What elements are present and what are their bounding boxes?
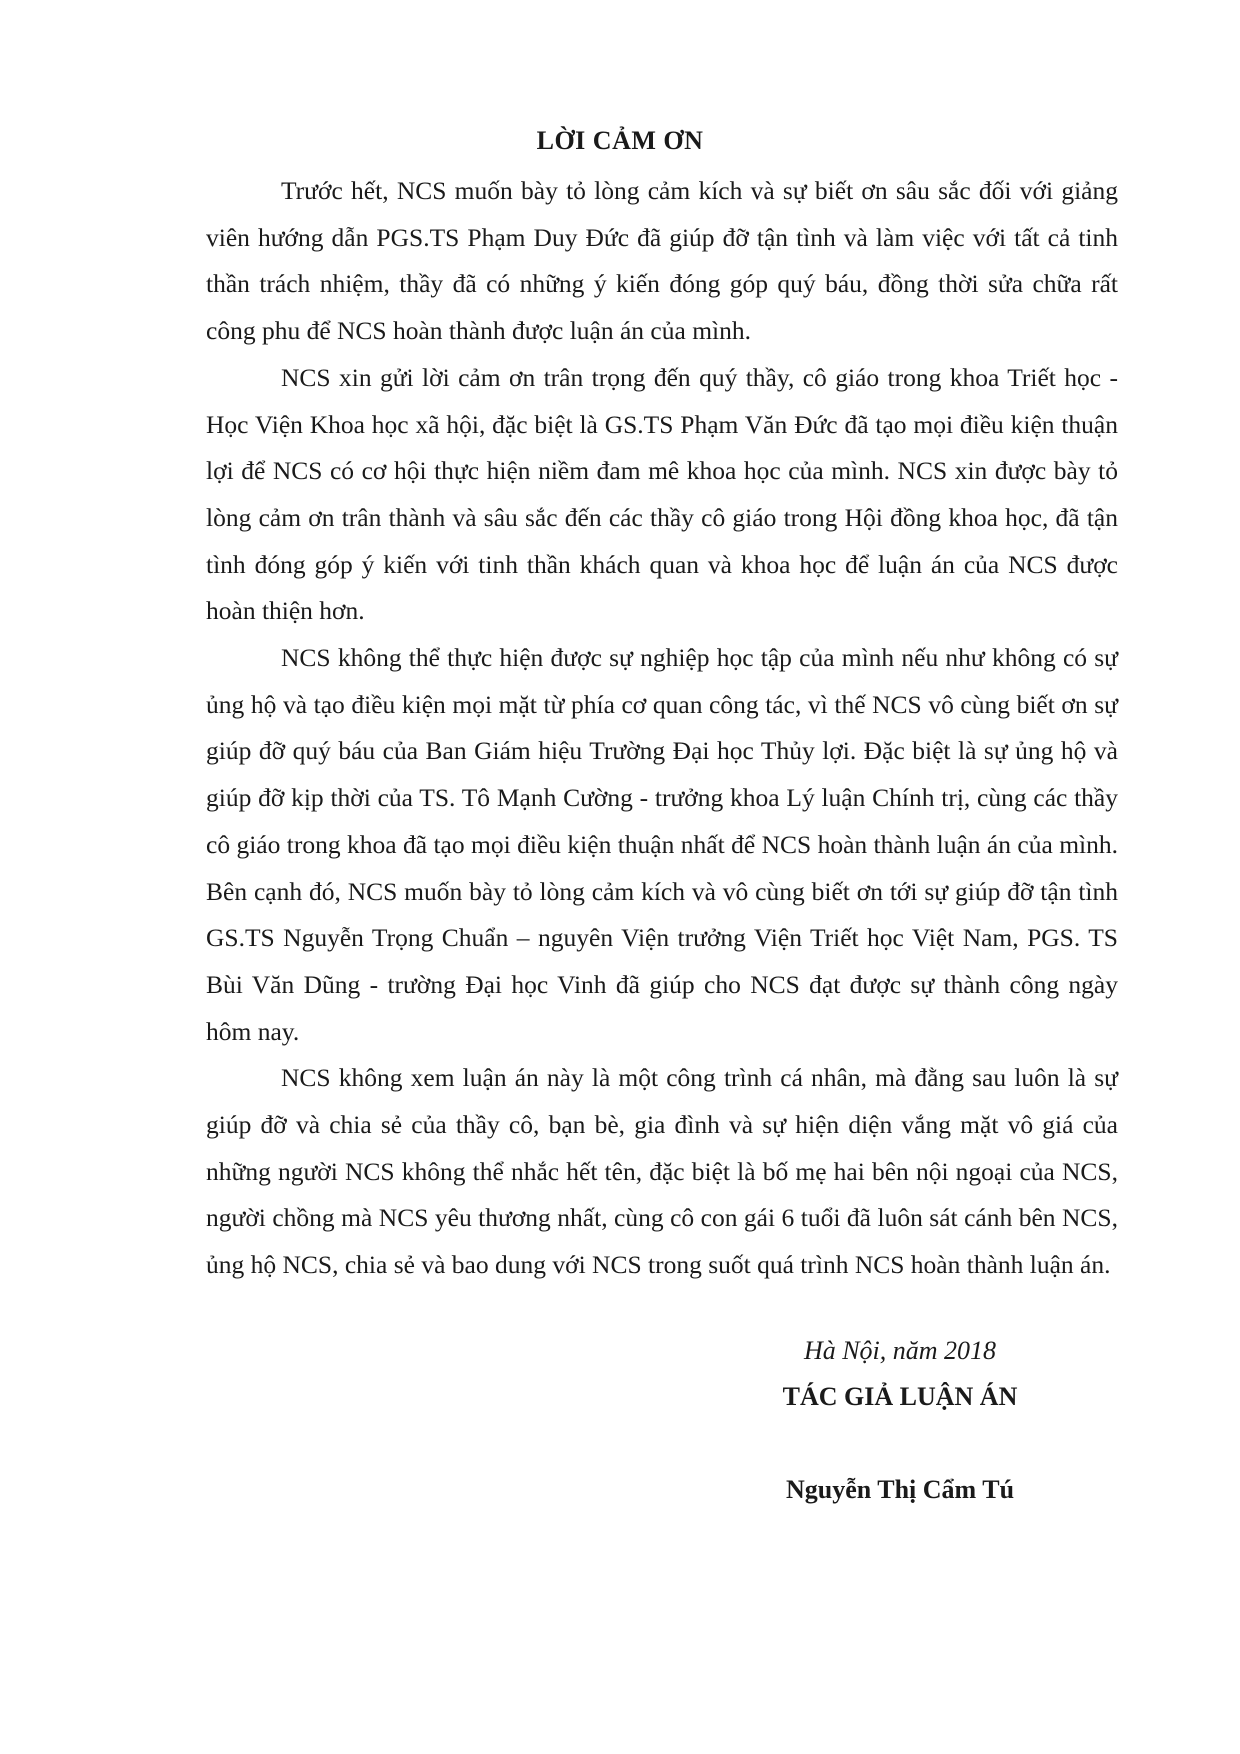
document-body	[206, 168, 1118, 1289]
paragraph-faculty-thanks: NCS xin gửi lời cảm ơn trân trọng đến quý thầy, cô giáo trong khoa Triết học - Học Viện Khoa học xã hội, đặc biệt là GS.TS Phạm Văn Đức đã tạo mọi điều kiện thuận lợi để NCS có cơ hội thực hiện niềm đam mê khoa học của mình. NCS xin được bày tỏ lòng cảm ơn trân thành và sâu sắc đến các thầy cô giáo trong Hội đồng khoa học, đã tận tình đóng góp ý kiến với tinh thần khách quan và khoa học để luận án của NCS được hoàn thiện hơn.	[206, 362, 1118, 626]
paragraph-institution-thanks: NCS không thể thực hiện được sự nghiệp học tập của mình nếu như không có sự ủng hộ và tạo điều kiện mọi mặt từ phía cơ quan công tác, vì thế NCS vô cùng biết ơn sự giúp đỡ quý báu của Ban Giám hiệu Trường Đại học Thủy lợi. Đặc biệt là sự ủng hộ và giúp đỡ kịp thời của TS. Tô Mạnh Cường - trưởng khoa Lý luận Chính trị, cùng các thầy cô giáo trong khoa đã tạo mọi điều kiện thuận nhất để NCS hoàn thành luận án của mình. Bên cạnh đó, NCS muốn bày tỏ lòng cảm kích và vô cùng biết ơn tới sự giúp đỡ tận tình GS.TS Nguyễn Trọng Chuẩn – nguyên Viện trưởng Viện Triết học Việt Nam, PGS. TS Bùi Văn Dũng - trường Đại học Vinh đã giúp cho NCS đạt được sự thành công ngày hôm nay.	[206, 643, 1118, 1046]
paragraph-family-thanks: NCS không xem luận án này là một công trình cá nhân, mà đằng sau luôn là sự giúp đỡ và chia sẻ của thầy cô, bạn bè, gia đình và sự hiện diện vắng mặt vô giá của những người NCS không thể nhắc hết tên, đặc biệt là bố mẹ hai bên nội ngoại của NCS, người chồng mà NCS yêu thương nhất, cùng cô con gái 6 tuổi đã luôn sát cánh bên NCS, ủng hộ NCS, chia sẻ và bao dung với NCS trong suốt quá trình NCS hoàn thành luận án.	[206, 1063, 1118, 1280]
paragraph-advisor-thanks: Trước hết, NCS muốn bày tỏ lòng cảm kích và sự biết ơn sâu sắc đối với giảng viên hướng dẫn PGS.TS Phạm Duy Đức đã giúp đỡ tận tình và làm việc với tất cả tinh thần trách nhiệm, thầy đã có những ý kiến đóng góp quý báu, đồng thời sửa chữa rất công phu để NCS hoàn thành được luận án của mình.	[206, 176, 1118, 346]
author-title: TÁC GIẢ LUẬN ÁN	[782, 1382, 1018, 1411]
signature-block	[700, 1328, 1100, 1513]
page-title: LỜI CẢM ƠN	[536, 126, 704, 155]
place-date: Hà Nội, năm 2018	[803, 1336, 997, 1365]
author-name: Nguyễn Thị Cẩm Tú	[785, 1475, 1015, 1504]
